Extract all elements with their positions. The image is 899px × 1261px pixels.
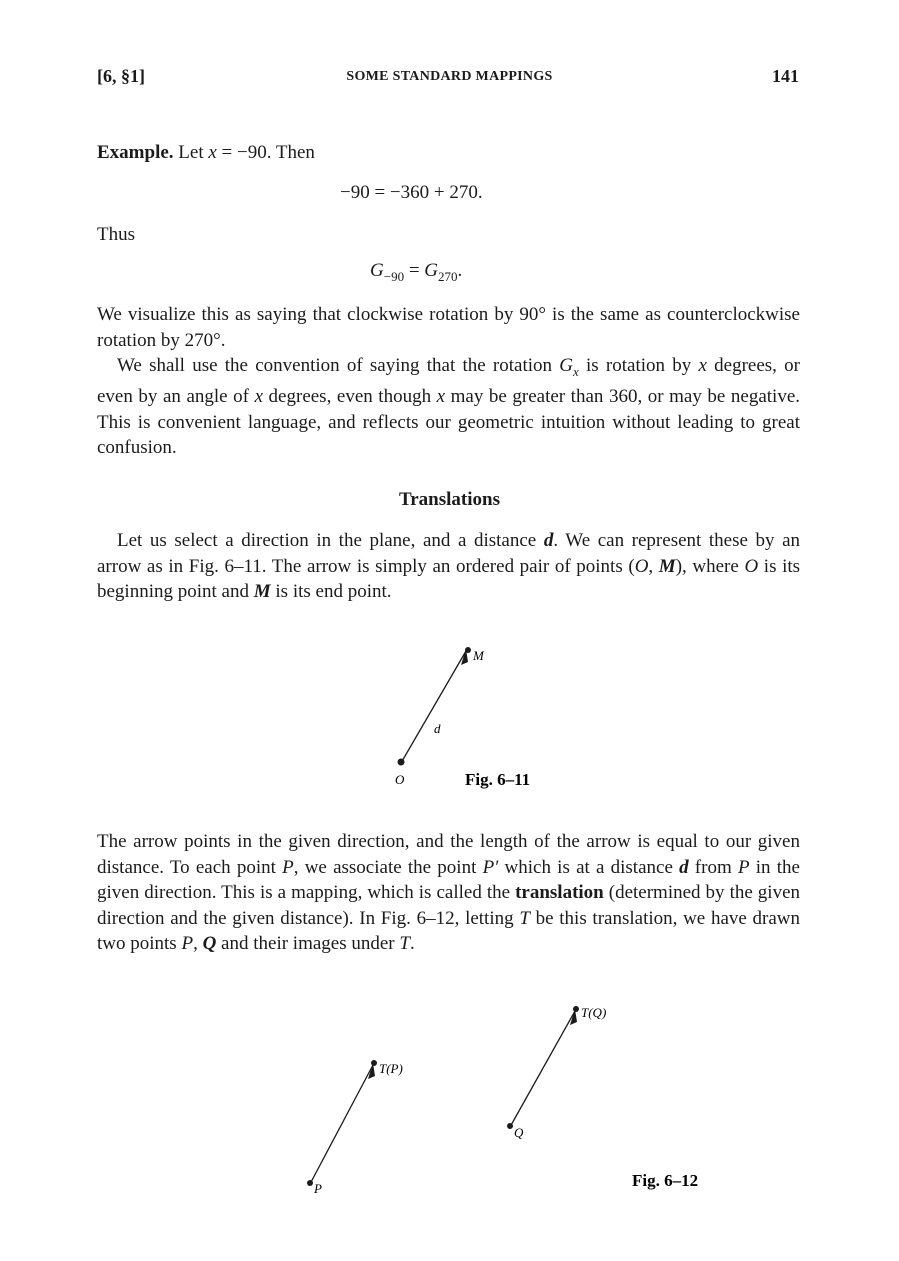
- p4-translation-term: translation: [515, 882, 604, 903]
- fig-6-12-caption: Fig. 6–12: [632, 1171, 699, 1190]
- p2-text: is rotation by: [578, 355, 699, 376]
- paragraph-translation: [97, 829, 800, 957]
- var-x: x: [208, 142, 217, 163]
- p4-text: .: [409, 933, 415, 954]
- eq-g-rhs: G: [424, 260, 439, 281]
- p2-g: G: [559, 355, 573, 376]
- p4-q: Q: [202, 933, 217, 954]
- p4-d: d: [679, 856, 689, 878]
- p3-m: M: [658, 555, 676, 577]
- fig-6-11-caption: Fig. 6–11: [465, 770, 531, 789]
- p3-o: O: [634, 555, 649, 577]
- p4-text: be this translation, we have drawn two points: [97, 907, 801, 954]
- p3-text: is its end point.: [270, 581, 392, 602]
- p4-text: The arrow points in the given direction, and the length of the arrow is equal to our given distance. To each point: [97, 831, 800, 878]
- p4-text: from: [688, 856, 738, 878]
- paragraph-arrow: [97, 528, 800, 605]
- p4-text: (determined by the given direction and the given distance). In Fig. 6–12, letting: [97, 882, 801, 929]
- label-tq: T(Q): [581, 1005, 607, 1020]
- point-o: [398, 759, 405, 766]
- p3-m: M: [253, 581, 271, 602]
- section-heading: Translations: [398, 489, 500, 510]
- p4-text: which is at a distance: [498, 856, 680, 878]
- eq-equals: =: [404, 260, 425, 281]
- p4-text: ,: [193, 933, 203, 954]
- point-m: [465, 647, 471, 653]
- running-head-section: [6, §1]: [97, 66, 145, 86]
- label-m: M: [473, 648, 484, 663]
- label-q: Q: [514, 1125, 524, 1140]
- thus-text: Thus: [97, 224, 135, 245]
- p2-x: x: [698, 355, 707, 376]
- example-text: Let: [178, 142, 209, 163]
- label-tp: T(P): [379, 1061, 403, 1076]
- p4-p: P: [737, 856, 750, 878]
- p3-text: ,: [648, 555, 659, 577]
- equation-2: [370, 260, 462, 285]
- point-tq: [573, 1006, 579, 1012]
- p2-gsub: x: [572, 363, 579, 379]
- label-p: P: [314, 1181, 322, 1196]
- figure-6-11: [370, 635, 590, 805]
- running-head-title: SOME STANDARD MAPPINGS: [346, 69, 553, 84]
- paragraph-convention: [97, 353, 800, 461]
- example-label: Example.: [97, 142, 174, 163]
- p3-text: ), where: [675, 555, 745, 577]
- p4-pprime: P′: [482, 856, 499, 878]
- p2-text: degrees, even though: [263, 386, 437, 408]
- point-p: [307, 1180, 313, 1186]
- p2-x: x: [254, 386, 263, 408]
- point-q: [507, 1123, 513, 1129]
- p2-text: may be greater than 360, or may be negative. This is convenient language, and reflects our geometric intuition without leading to great confusion.: [97, 386, 800, 459]
- eq-g-lhs: G: [370, 260, 384, 281]
- p2-x: x: [436, 386, 446, 408]
- point-tp: [371, 1060, 377, 1066]
- p4-t: T: [519, 907, 530, 929]
- p4-p: P: [282, 856, 294, 878]
- arrow-od: [401, 651, 466, 763]
- eq-sub-lhs: −90: [383, 268, 405, 284]
- eq-period: .: [457, 260, 463, 281]
- equation-1: −90 = −360 + 270.: [340, 182, 483, 203]
- page-number: 141: [772, 66, 799, 86]
- arrow-q-tq: [510, 1011, 575, 1127]
- p2-text: degrees, or even by an angle of: [97, 355, 800, 408]
- p4-p: P: [181, 933, 194, 954]
- example-line: [97, 140, 800, 166]
- p3-text: is its beginning point and: [97, 555, 801, 602]
- p3-o: O: [744, 555, 759, 577]
- label-d: d: [434, 721, 441, 736]
- p3-text: Let us select a direction in the plane, and a distance: [117, 530, 544, 551]
- p3-d: d: [543, 530, 554, 551]
- p4-t: T: [399, 933, 410, 954]
- example-text: = −90. Then: [216, 142, 315, 163]
- p2-text: We shall use the convention of saying that the rotation: [117, 355, 560, 376]
- eq-sub-rhs: 270: [438, 268, 458, 284]
- p3-text: . We can represent these by an arrow as in Fig. 6–11. The arrow is simply an ordered pair of points (: [97, 530, 801, 577]
- label-o: O: [395, 772, 405, 787]
- p4-text: in the given direction. This is a mapping, which is called the: [97, 856, 800, 903]
- p4-text: , we associate the point: [293, 856, 483, 878]
- p4-text: and their images under: [216, 933, 400, 954]
- figure-6-12: [290, 995, 740, 1205]
- arrow-p-tp: [310, 1065, 373, 1184]
- paragraph-visualize: We visualize this as saying that clockwise rotation by 90° is the same as counterclockwise rotation by 270°.: [97, 304, 800, 351]
